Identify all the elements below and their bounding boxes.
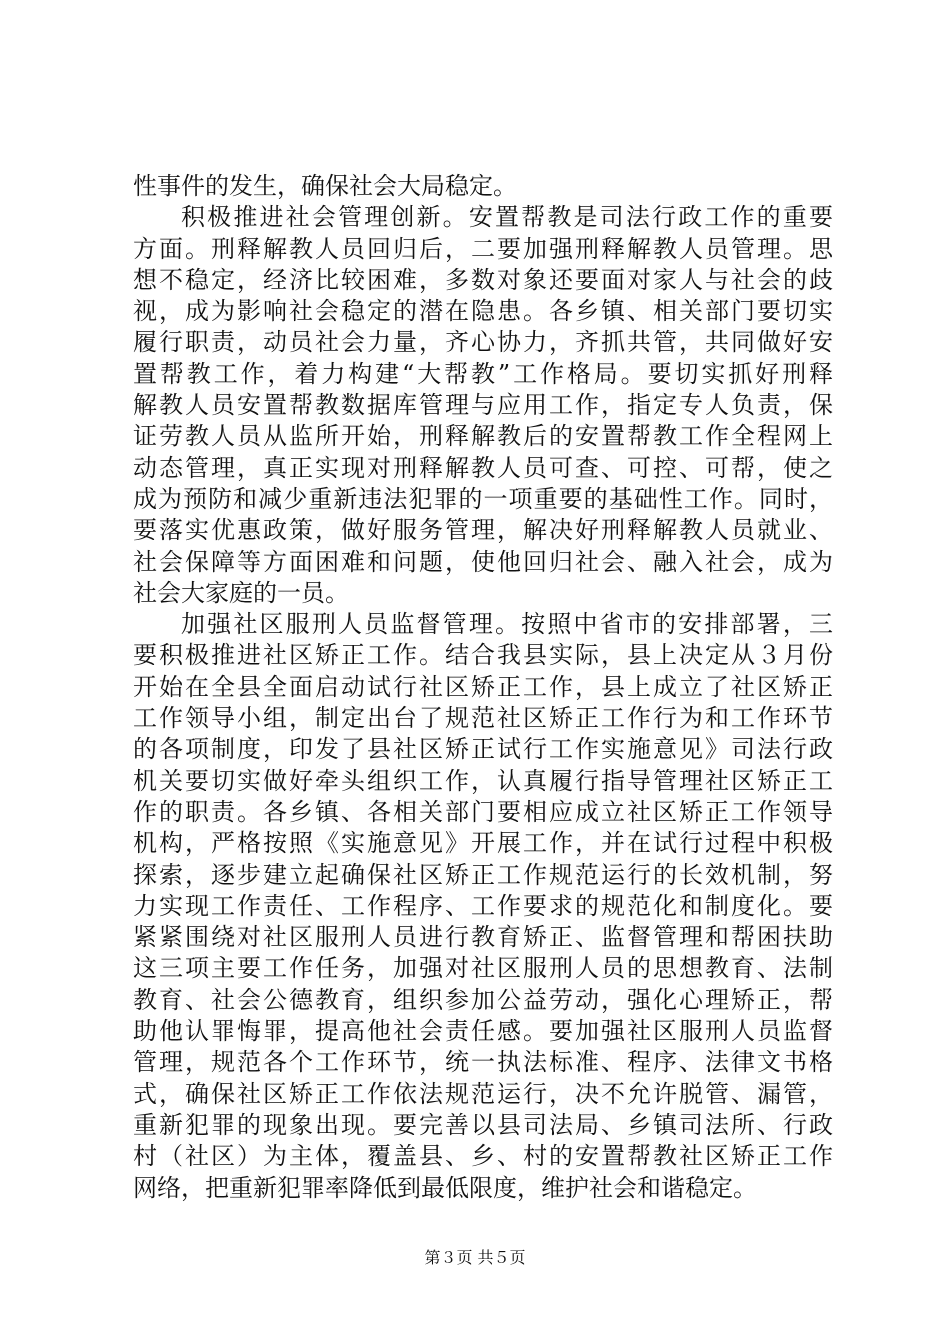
text-line: 动态管理，真正实现对刑释解教人员可查、可控、可帮，使之	[133, 453, 833, 482]
text-line: 机关要切实做好牵头组织工作，认真履行指导管理社区矫正工	[133, 766, 833, 795]
paragraph-2	[133, 202, 833, 609]
page-footer: 第３页 共５页	[424, 1248, 526, 1267]
text-line: 作的职责。各乡镇、各相关部门要相应成立社区矫正工作领导	[133, 797, 833, 826]
text-line: 解教人员安置帮教数据库管理与应用工作，指定专人负责，保	[133, 391, 833, 420]
text-line: 置帮教工作，着力构建“大帮教”工作格局。要切实抓好刑释	[133, 359, 833, 388]
text-line: 开始在全县全面启动试行社区矫正工作，县上成立了社区矫正	[133, 672, 833, 701]
text-line: 成为预防和减少重新违法犯罪的一项重要的基础性工作。同时，	[133, 484, 833, 513]
text-line: 的各项制度，印发了县社区矫正试行工作实施意见》司法行政	[133, 735, 833, 764]
text-line: 式，确保社区矫正工作依法规范运行，决不允许脱管、漏管，	[133, 1079, 833, 1108]
text-line: 探索，逐步建立起确保社区矫正工作规范运行的长效机制，努	[133, 860, 833, 889]
text-line: 社会保障等方面困难和问题，使他回归社会、融入社会，成为	[133, 547, 833, 576]
text-line: 重新犯罪的现象出现。要完善以县司法局、乡镇司法所、行政	[133, 1110, 833, 1139]
text-line: 网络，把重新犯罪率降低到最低限度，维护社会和谐稳定。	[133, 1173, 757, 1202]
text-line: 力实现工作责任、工作程序、工作要求的规范化和制度化。要	[133, 891, 833, 920]
text-line: 要落实优惠政策，做好服务管理，解决好刑释解教人员就业、	[133, 516, 833, 545]
text-line: 工作领导小组，制定出台了规范社区矫正工作行为和工作环节	[133, 704, 833, 733]
paragraph-3	[133, 609, 833, 1204]
text-line: 这三项主要工作任务，加强对社区服刑人员的思想教育、法制	[133, 954, 833, 983]
text-line: 证劳教人员从监所开始，刑释解教后的安置帮教工作全程网上	[133, 422, 833, 451]
text-line: 性事件的发生，确保社会大局稳定。	[133, 172, 517, 200]
text-line: 要积极推进社区矫正工作。结合我县实际，县上决定从３月份	[133, 641, 833, 670]
paragraph-1	[133, 171, 833, 202]
text-line: 想不稳定，经济比较困难，多数对象还要面对家人与社会的歧	[133, 265, 833, 294]
text-line: 管理，规范各个工作环节，统一执法标准、程序、法律文书格	[133, 1048, 833, 1077]
text-line: 机构，严格按照《实施意见》开展工作，并在试行过程中积极	[133, 829, 833, 858]
text-line: 履行职责，动员社会力量，齐心协力，齐抓共管，共同做好安	[133, 328, 833, 357]
text-line: 积极推进社会管理创新。安置帮教是司法行政工作的重要	[181, 203, 833, 232]
text-line: 社会大家庭的一员。	[133, 578, 349, 607]
text-line: 视，成为影响社会稳定的潜在隐患。各乡镇、相关部门要切实	[133, 297, 833, 326]
text-line: 教育、社会公德教育，组织参加公益劳动，强化心理矫正，帮	[133, 985, 833, 1014]
text-line: 紧紧围绕对社区服刑人员进行教育矫正、监督管理和帮困扶助	[133, 923, 833, 952]
text-line: 方面。刑释解教人员回归后，二要加强刑释解教人员管理。思	[133, 234, 833, 263]
document-body	[133, 171, 833, 1204]
text-line: 助他认罪悔罪，提高他社会责任感。要加强社区服刑人员监督	[133, 1017, 833, 1046]
text-line: 加强社区服刑人员监督管理。按照中省市的安排部署，三	[181, 610, 833, 639]
text-line: 村（社区）为主体，覆盖县、乡、村的安置帮教社区矫正工作	[133, 1142, 833, 1171]
